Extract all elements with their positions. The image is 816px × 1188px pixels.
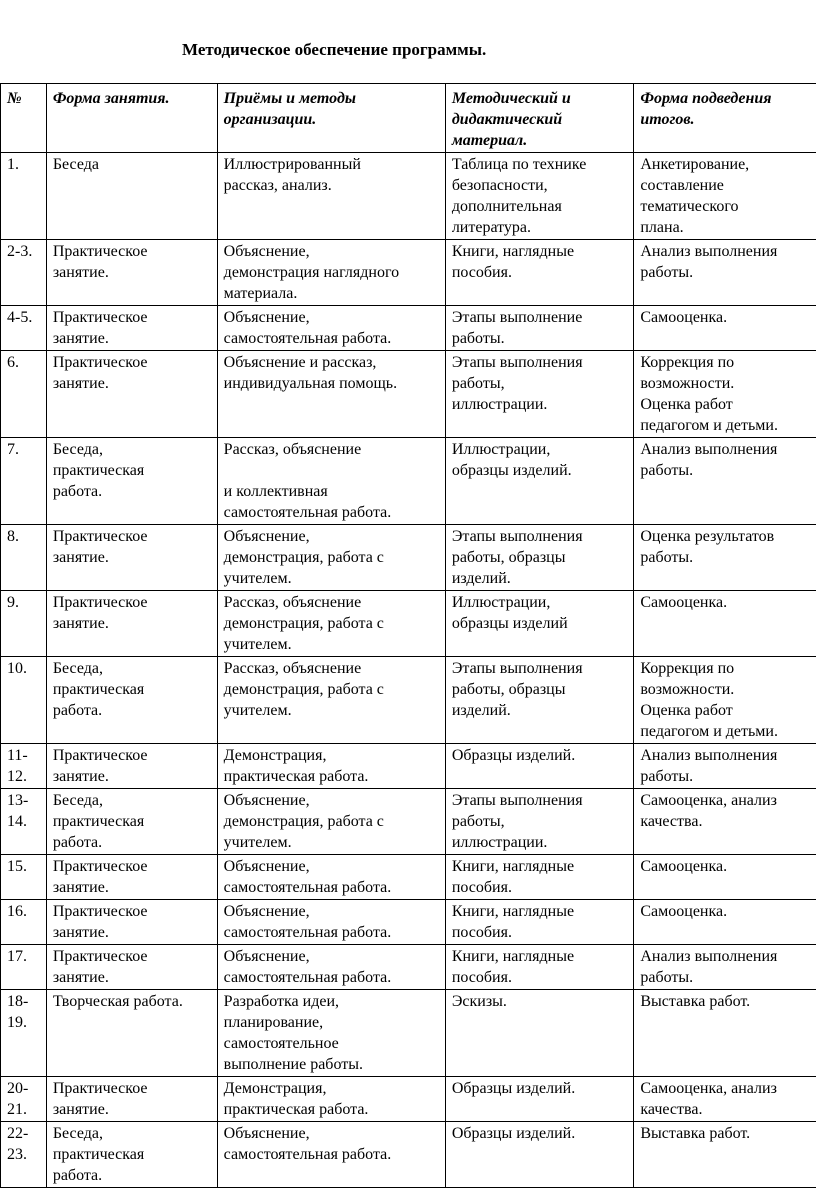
cell-line: работа. — [53, 1165, 217, 1186]
cell-line: Объяснение, — [224, 856, 445, 877]
cell-line: занятие. — [53, 328, 217, 349]
cell-line: Объяснение, — [224, 901, 445, 922]
cell-form — [46, 240, 217, 306]
cell-material — [445, 789, 634, 855]
cell-line: Анализ выполнения — [640, 439, 816, 460]
cell-line: 4-5. — [7, 307, 46, 328]
cell-material — [445, 306, 634, 351]
cell-line: Практическое — [53, 241, 217, 262]
cell-material — [445, 438, 634, 525]
cell-result — [634, 240, 816, 306]
cell-line: Этапы выполнение — [452, 307, 634, 328]
cell-line: занятие. — [53, 547, 217, 568]
cell-line: 19. — [7, 1012, 46, 1033]
cell-methods — [217, 591, 445, 657]
cell-line: Образцы изделий. — [452, 1123, 634, 1144]
table-row — [1, 153, 816, 240]
cell-methods — [217, 1122, 445, 1188]
cell-line: иллюстрации. — [452, 394, 634, 415]
cell-form — [46, 591, 217, 657]
cell-line: Самооценка. — [640, 856, 816, 877]
table-row — [1, 789, 816, 855]
cell-line: занятие. — [53, 613, 217, 634]
cell-line: Выставка работ. — [640, 1123, 816, 1144]
cell-line: материал. — [452, 130, 634, 151]
cell-line: Этапы выполнения — [452, 790, 634, 811]
cell-line: самостоятельное — [224, 1033, 445, 1054]
cell-line: практическая — [53, 460, 217, 481]
cell-material — [445, 240, 634, 306]
cell-line: работы. — [640, 766, 816, 787]
cell-line: самостоятельная работа. — [224, 967, 445, 988]
cell-line: Демонстрация, — [224, 1078, 445, 1099]
cell-number — [1, 1122, 47, 1188]
cell-line: Коррекция по — [640, 658, 816, 679]
cell-form — [46, 1122, 217, 1188]
cell-line: пособия. — [452, 262, 634, 283]
cell-line: Практическое — [53, 901, 217, 922]
cell-line: Образцы изделий. — [452, 1078, 634, 1099]
cell-number — [1, 990, 47, 1077]
cell-material — [445, 990, 634, 1077]
table-row — [1, 1077, 816, 1122]
cell-line: Книги, наглядные — [452, 241, 634, 262]
cell-line: 15. — [7, 856, 46, 877]
cell-line: демонстрация, работа с — [224, 679, 445, 700]
cell-line: итогов. — [640, 109, 816, 130]
cell-line: тематического — [640, 196, 816, 217]
cell-line: рассказ, анализ. — [224, 175, 445, 196]
header-material — [445, 84, 634, 153]
cell-line: 8. — [7, 526, 46, 547]
cell-line: самостоятельная работа. — [224, 328, 445, 349]
cell-methods — [217, 990, 445, 1077]
cell-material — [445, 744, 634, 789]
cell-line: Приёмы и методы — [224, 88, 445, 109]
table-row — [1, 306, 816, 351]
cell-line: 21. — [7, 1099, 46, 1120]
cell-methods — [217, 855, 445, 900]
cell-line: Объяснение, — [224, 1123, 445, 1144]
cell-line: занятие. — [53, 877, 217, 898]
cell-line: образцы изделий. — [452, 460, 634, 481]
header-form — [46, 84, 217, 153]
cell-line: составление — [640, 175, 816, 196]
cell-methods — [217, 744, 445, 789]
cell-line: работы, — [452, 811, 634, 832]
cell-line: планирование, — [224, 1012, 445, 1033]
cell-line — [224, 460, 445, 481]
cell-form — [46, 945, 217, 990]
table-body — [1, 153, 816, 1188]
cell-form — [46, 855, 217, 900]
cell-line: 16. — [7, 901, 46, 922]
cell-line: Рассказ, объяснение — [224, 439, 445, 460]
cell-line: иллюстрации. — [452, 832, 634, 853]
cell-line: организации. — [224, 109, 445, 130]
cell-line: Практическое — [53, 856, 217, 877]
cell-methods — [217, 240, 445, 306]
cell-line: 7. — [7, 439, 46, 460]
cell-line: Анализ выполнения — [640, 241, 816, 262]
cell-line: 9. — [7, 592, 46, 613]
cell-number — [1, 744, 47, 789]
cell-result — [634, 306, 816, 351]
cell-line: Практическое — [53, 1078, 217, 1099]
table-row — [1, 855, 816, 900]
cell-line: Творческая работа. — [53, 991, 217, 1012]
cell-line: учителем. — [224, 700, 445, 721]
cell-line: Беседа, — [53, 1123, 217, 1144]
cell-number — [1, 900, 47, 945]
cell-form — [46, 438, 217, 525]
cell-line: Методический и — [452, 88, 634, 109]
cell-line: Форма занятия. — [53, 88, 217, 109]
cell-material — [445, 900, 634, 945]
cell-line: демонстрация, работа с — [224, 811, 445, 832]
cell-result — [634, 744, 816, 789]
cell-line: Практическое — [53, 352, 217, 373]
cell-line: занятие. — [53, 766, 217, 787]
cell-methods — [217, 1077, 445, 1122]
cell-line: занятие. — [53, 373, 217, 394]
cell-number — [1, 591, 47, 657]
header-result — [634, 84, 816, 153]
cell-line: материала. — [224, 283, 445, 304]
cell-result — [634, 855, 816, 900]
table-row — [1, 657, 816, 744]
cell-line: Объяснение, — [224, 241, 445, 262]
cell-number — [1, 306, 47, 351]
cell-result — [634, 990, 816, 1077]
cell-number — [1, 855, 47, 900]
cell-line: педагогом и детьми. — [640, 415, 816, 436]
cell-line: 11- — [7, 745, 46, 766]
cell-line: работы, образцы — [452, 547, 634, 568]
cell-line: Самооценка, анализ — [640, 1078, 816, 1099]
cell-number — [1, 945, 47, 990]
cell-result — [634, 945, 816, 990]
cell-line: практическая — [53, 811, 217, 832]
cell-number — [1, 1077, 47, 1122]
cell-line: Самооценка. — [640, 592, 816, 613]
cell-material — [445, 1077, 634, 1122]
cell-line: Объяснение, — [224, 526, 445, 547]
cell-line: Иллюстрированный — [224, 154, 445, 175]
cell-result — [634, 1077, 816, 1122]
cell-result — [634, 153, 816, 240]
cell-line: 1. — [7, 154, 46, 175]
cell-line: демонстрация, работа с — [224, 613, 445, 634]
cell-line: Практическое — [53, 745, 217, 766]
cell-line: плана. — [640, 217, 816, 238]
cell-line: Оценка работ — [640, 394, 816, 415]
cell-line: педагогом и детьми. — [640, 721, 816, 742]
cell-line: литература. — [452, 217, 634, 238]
cell-line: Практическое — [53, 592, 217, 613]
cell-line: Этапы выполнения — [452, 352, 634, 373]
cell-material — [445, 945, 634, 990]
cell-material — [445, 591, 634, 657]
cell-number — [1, 789, 47, 855]
cell-number — [1, 525, 47, 591]
table-row — [1, 990, 816, 1077]
cell-line: Беседа, — [53, 658, 217, 679]
cell-line: работа. — [53, 832, 217, 853]
cell-form — [46, 657, 217, 744]
cell-line: Разработка идеи, — [224, 991, 445, 1012]
cell-number — [1, 240, 47, 306]
cell-line: изделий. — [452, 568, 634, 589]
cell-line: Этапы выполнения — [452, 526, 634, 547]
cell-line: Иллюстрации, — [452, 592, 634, 613]
cell-line: качества. — [640, 1099, 816, 1120]
cell-line: Самооценка. — [640, 307, 816, 328]
cell-line: Книги, наглядные — [452, 946, 634, 967]
cell-line: учителем. — [224, 832, 445, 853]
cell-line: 14. — [7, 811, 46, 832]
cell-line: 10. — [7, 658, 46, 679]
cell-line: работы. — [640, 547, 816, 568]
table-row — [1, 1122, 816, 1188]
cell-line: практическая — [53, 1144, 217, 1165]
cell-methods — [217, 525, 445, 591]
cell-result — [634, 591, 816, 657]
table-row — [1, 591, 816, 657]
page-title: Методическое обеспечение программы. — [182, 40, 486, 60]
cell-line: занятие. — [53, 262, 217, 283]
header-number — [1, 84, 47, 153]
cell-line: Коррекция по — [640, 352, 816, 373]
cell-form — [46, 990, 217, 1077]
cell-line: работы. — [452, 328, 634, 349]
cell-result — [634, 789, 816, 855]
cell-form — [46, 525, 217, 591]
cell-line: 6. — [7, 352, 46, 373]
cell-line: Практическое — [53, 307, 217, 328]
cell-methods — [217, 351, 445, 438]
cell-line: Беседа, — [53, 790, 217, 811]
cell-line: самостоятельная работа. — [224, 502, 445, 523]
table-row — [1, 438, 816, 525]
header-methods — [217, 84, 445, 153]
cell-line: демонстрация наглядного — [224, 262, 445, 283]
cell-line: Рассказ, объяснение — [224, 658, 445, 679]
cell-line: Анализ выполнения — [640, 745, 816, 766]
cell-line: дидактический — [452, 109, 634, 130]
cell-line: Книги, наглядные — [452, 856, 634, 877]
cell-line: безопасности, — [452, 175, 634, 196]
cell-methods — [217, 153, 445, 240]
cell-line: практическая работа. — [224, 1099, 445, 1120]
table-header-row — [1, 84, 816, 153]
cell-material — [445, 657, 634, 744]
cell-line: Самооценка, анализ — [640, 790, 816, 811]
cell-line: Оценка работ — [640, 700, 816, 721]
cell-material — [445, 855, 634, 900]
cell-line: Объяснение и рассказ, — [224, 352, 445, 373]
cell-methods — [217, 306, 445, 351]
cell-number — [1, 657, 47, 744]
cell-line: Анализ выполнения — [640, 946, 816, 967]
cell-line: работа. — [53, 481, 217, 502]
cell-line: Выставка работ. — [640, 991, 816, 1012]
cell-line: Практическое — [53, 526, 217, 547]
cell-line: 18- — [7, 991, 46, 1012]
table-row — [1, 525, 816, 591]
cell-line: 22- — [7, 1123, 46, 1144]
cell-line: и коллективная — [224, 481, 445, 502]
cell-line: выполнение работы. — [224, 1054, 445, 1075]
cell-line: работы, образцы — [452, 679, 634, 700]
cell-line: Анкетирование, — [640, 154, 816, 175]
cell-result — [634, 438, 816, 525]
cell-line: 2-3. — [7, 241, 46, 262]
cell-line: Объяснение, — [224, 790, 445, 811]
cell-form — [46, 351, 217, 438]
cell-line: пособия. — [452, 967, 634, 988]
cell-methods — [217, 657, 445, 744]
cell-line: работы. — [640, 460, 816, 481]
cell-line: Беседа — [53, 154, 217, 175]
cell-line: работа. — [53, 700, 217, 721]
cell-line: Объяснение, — [224, 307, 445, 328]
cell-result — [634, 900, 816, 945]
cell-material — [445, 525, 634, 591]
cell-line: самостоятельная работа. — [224, 877, 445, 898]
cell-form — [46, 789, 217, 855]
cell-line: самостоятельная работа. — [224, 922, 445, 943]
cell-line: № — [7, 88, 46, 109]
cell-material — [445, 1122, 634, 1188]
cell-line: 12. — [7, 766, 46, 787]
table-row — [1, 900, 816, 945]
cell-result — [634, 657, 816, 744]
cell-number — [1, 153, 47, 240]
cell-form — [46, 306, 217, 351]
cell-line: работы. — [640, 967, 816, 988]
table-row — [1, 945, 816, 990]
table-row — [1, 351, 816, 438]
cell-line: образцы изделий — [452, 613, 634, 634]
cell-line: индивидуальная помощь. — [224, 373, 445, 394]
cell-line: практическая работа. — [224, 766, 445, 787]
cell-line: работы. — [640, 262, 816, 283]
cell-line: демонстрация, работа с — [224, 547, 445, 568]
cell-methods — [217, 945, 445, 990]
cell-line: Объяснение, — [224, 946, 445, 967]
cell-line: 17. — [7, 946, 46, 967]
cell-line: Таблица по технике — [452, 154, 634, 175]
table-row — [1, 240, 816, 306]
cell-line: занятие. — [53, 922, 217, 943]
cell-line: пособия. — [452, 922, 634, 943]
cell-line: пособия. — [452, 877, 634, 898]
cell-result — [634, 1122, 816, 1188]
cell-form — [46, 744, 217, 789]
cell-number — [1, 351, 47, 438]
cell-line: работы, — [452, 373, 634, 394]
cell-line: Практическое — [53, 946, 217, 967]
cell-methods — [217, 438, 445, 525]
cell-line: 13- — [7, 790, 46, 811]
cell-line: практическая — [53, 679, 217, 700]
cell-line: качества. — [640, 811, 816, 832]
cell-number — [1, 438, 47, 525]
cell-line: возможности. — [640, 679, 816, 700]
cell-line: занятие. — [53, 967, 217, 988]
cell-line: Беседа, — [53, 439, 217, 460]
cell-material — [445, 153, 634, 240]
cell-form — [46, 900, 217, 945]
cell-line: учителем. — [224, 568, 445, 589]
cell-line: 20- — [7, 1078, 46, 1099]
cell-line: Книги, наглядные — [452, 901, 634, 922]
methods-table — [0, 83, 816, 1188]
cell-line: Рассказ, объяснение — [224, 592, 445, 613]
cell-line: учителем. — [224, 634, 445, 655]
cell-line: Образцы изделий. — [452, 745, 634, 766]
cell-methods — [217, 900, 445, 945]
cell-line: 23. — [7, 1144, 46, 1165]
cell-form — [46, 153, 217, 240]
cell-line: Форма подведения — [640, 88, 816, 109]
cell-line: Оценка результатов — [640, 526, 816, 547]
cell-line: самостоятельная работа. — [224, 1144, 445, 1165]
cell-form — [46, 1077, 217, 1122]
cell-line: занятие. — [53, 1099, 217, 1120]
cell-line: Этапы выполнения — [452, 658, 634, 679]
cell-line: Демонстрация, — [224, 745, 445, 766]
cell-result — [634, 525, 816, 591]
cell-methods — [217, 789, 445, 855]
cell-line: Иллюстрации, — [452, 439, 634, 460]
cell-result — [634, 351, 816, 438]
cell-line: Самооценка. — [640, 901, 816, 922]
cell-line: дополнительная — [452, 196, 634, 217]
table-row — [1, 744, 816, 789]
cell-line: возможности. — [640, 373, 816, 394]
cell-line: Эскизы. — [452, 991, 634, 1012]
cell-material — [445, 351, 634, 438]
cell-line: изделий. — [452, 700, 634, 721]
